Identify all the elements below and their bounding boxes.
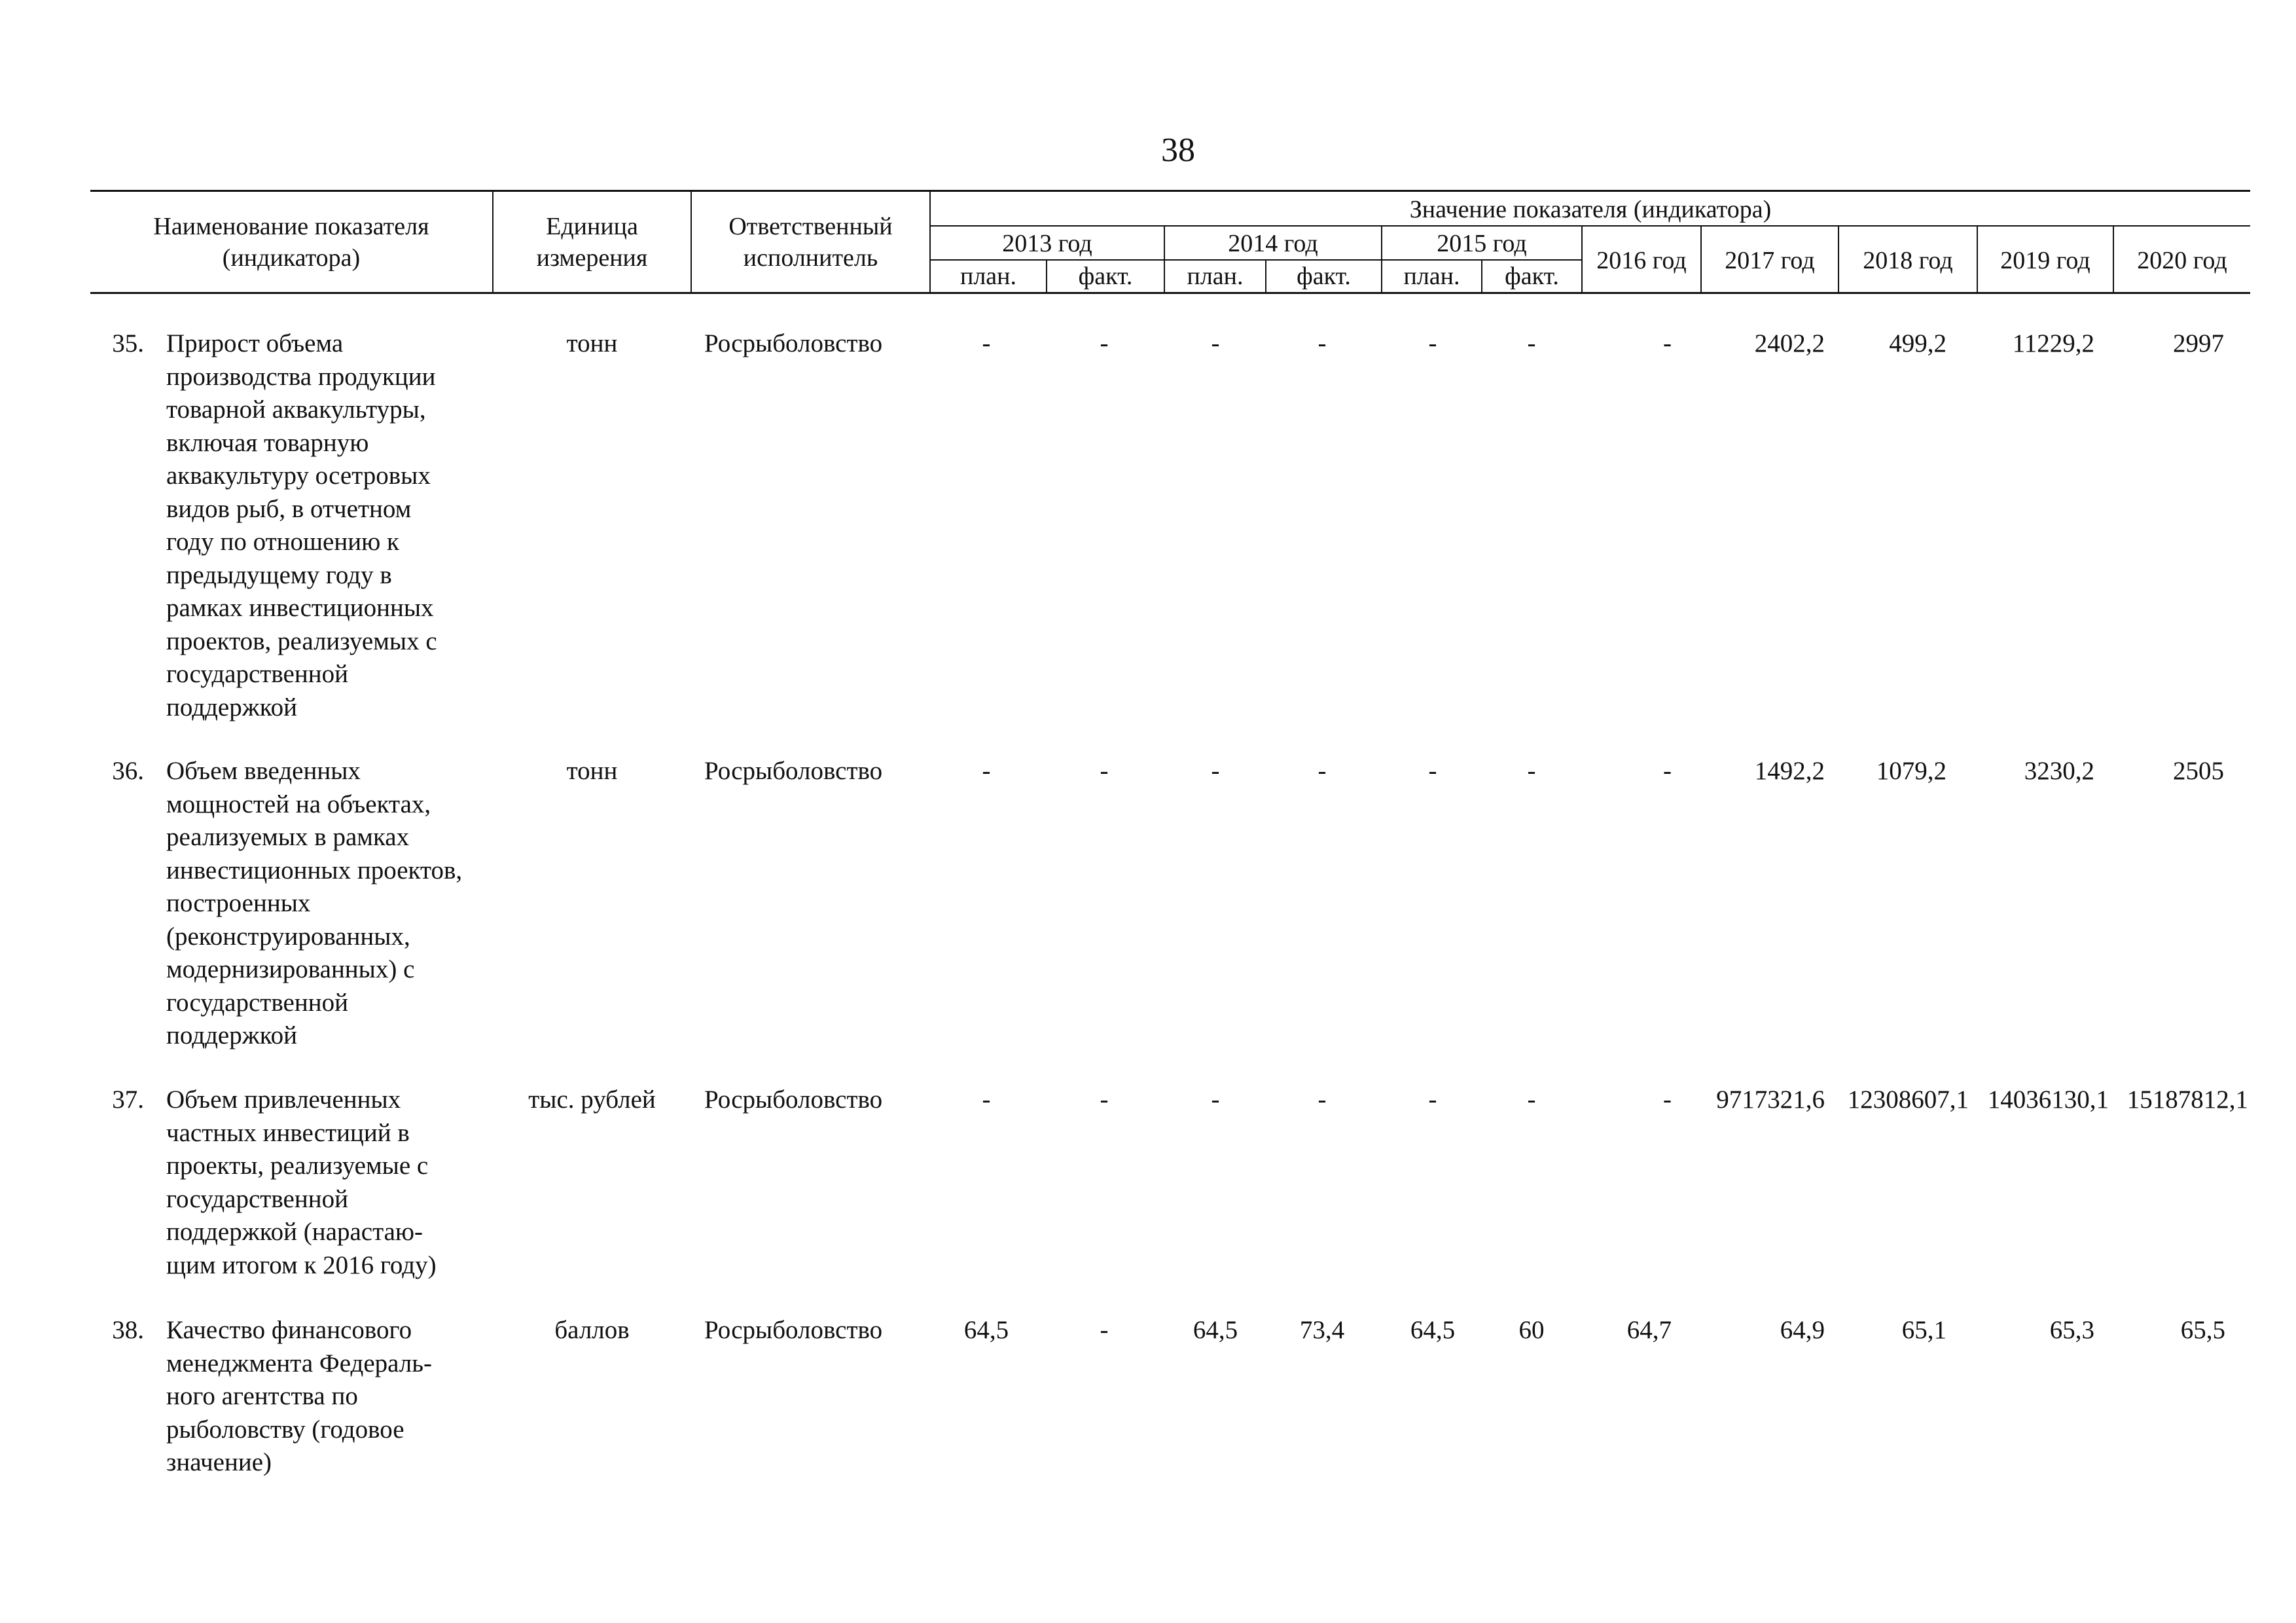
value-2020: 2505 [2173,757,2224,785]
value-2015-plan: - [1428,1085,1437,1114]
value-2014-fact: 73,4 [1299,1316,1345,1344]
row-number: 38. [112,1316,144,1344]
row-unit: баллов [554,1316,630,1344]
value-2013-plan: - [982,757,991,785]
header-name [90,211,492,274]
value-2018: 12308607,1 [1847,1085,1969,1114]
value-2016: - [1663,329,1672,357]
header-2015-fact: факт. [1505,263,1559,290]
row-name-line: включая товарную [166,428,369,457]
value-2020: 2997 [2173,329,2224,357]
row-executor: Росрыболовство [704,329,883,357]
row-name-line: инвестиционных проектов, [166,856,463,884]
header-name-line-2: (индикатора) [222,244,361,272]
value-2014-fact: - [1318,1085,1327,1114]
header-2015-plan: план. [1403,263,1460,290]
row-number: 36. [112,757,144,785]
row-name-line: Прирост объема [166,329,344,357]
header-unit-line-2: измерения [536,244,648,272]
value-2020: 15187812,1 [2126,1085,2248,1114]
value-2014-plan: - [1211,329,1220,357]
header-2014-fact: факт. [1297,263,1351,290]
value-2014-plan: - [1211,1085,1220,1114]
row-name-line: мощностей на объектах, [166,790,431,818]
value-2013-fact: - [1100,757,1109,785]
row-name-line: видов рыб, в отчетном [166,494,412,523]
value-2016: 64,7 [1626,1316,1672,1344]
header-unit [493,211,691,274]
value-group-rule [929,225,2250,227]
header-2013-plan: план. [960,263,1016,290]
value-2013-plan: 64,5 [963,1316,1009,1344]
value-2018: 499,2 [1889,329,1946,357]
header-bottom-rule [90,292,2250,294]
header-year-2019: 2019 год [2000,247,2090,274]
row-executor: Росрыболовство [704,1085,883,1114]
header-executor-line-1: Ответственный [728,213,893,240]
row-name-line: поддержкой (нарастаю- [166,1218,423,1246]
page-number: 38 [1161,132,1195,169]
header-year-2016: 2016 год [1596,247,1687,274]
header-executor [692,211,929,274]
header-unit-line-1: Единица [546,213,638,240]
row-name-line: предыдущему году в [166,560,392,589]
value-2013-plan: - [982,329,991,357]
row-name-line: проектов, реализуемых с [166,627,437,655]
row-name-line: производства продукции [166,362,436,391]
row-name-line: частных инвестиций в [166,1118,410,1147]
row-name-line: аквакультуру осетровых [166,462,431,490]
row-name-line: построенных [166,889,311,917]
value-2014-plan: 64,5 [1193,1316,1238,1344]
value-2014-fact: - [1318,757,1327,785]
row-unit: тонн [566,757,618,785]
header-year-2013: 2013 год [1002,230,1092,257]
value-2019: 14036130,1 [1987,1085,2109,1114]
value-2019: 65,3 [2049,1316,2094,1344]
row-name-line: поддержкой [166,693,298,721]
header-year-2015: 2015 год [1437,230,1527,257]
header-2013-fact: факт. [1078,263,1133,290]
table-top-rule [90,190,2250,192]
row-name-line: рыболовству (годовое [166,1415,404,1444]
header-name-line-1: Наименование показателя [153,213,429,240]
row-name [166,755,493,1053]
value-2015-fact: 60 [1518,1316,1545,1344]
value-2013-fact: - [1100,329,1109,357]
value-2014-plan: - [1211,757,1220,785]
row-unit: тыс. рублей [528,1085,656,1114]
value-2015-fact: - [1527,1085,1536,1114]
row-name-line: товарной аквакультуры, [166,395,426,424]
value-2014-fact: - [1318,329,1327,357]
row-name-line: государственной [166,660,348,688]
row-name-line: Объем привлеченных [166,1085,401,1114]
row-name-line: рамках инвестиционных [166,594,434,622]
row-executor: Росрыболовство [704,757,883,785]
value-2018: 65,1 [1901,1316,1946,1344]
row-name-line: Качество финансового [166,1316,412,1344]
value-2019: 3230,2 [2024,757,2094,785]
row-name-line: значение) [166,1448,272,1476]
value-2017: 2402,2 [1754,329,1825,357]
value-2020: 65,5 [2180,1316,2225,1344]
value-2016: - [1663,757,1672,785]
row-executor: Росрыболовство [704,1316,883,1344]
value-2013-fact: - [1100,1085,1109,1114]
row-name-line: (реконструированных, [166,922,410,951]
value-2013-fact: - [1100,1316,1109,1344]
value-2016: - [1663,1085,1672,1114]
header-executor-line-2: исполнитель [743,244,878,272]
value-2017: 1492,2 [1754,757,1825,785]
value-2013-plan: - [982,1085,991,1114]
row-name [166,327,493,724]
value-2015-plan: - [1428,757,1437,785]
row-name [166,1084,493,1282]
header-year-2017: 2017 год [1725,247,1815,274]
row-name-line: щим итогом к 2016 году) [166,1250,437,1279]
header-year-2018: 2018 год [1863,247,1953,274]
row-name-line: году по отношению к [166,528,399,556]
value-2015-plan: - [1428,329,1437,357]
row-name-line: модернизированных) с [166,955,415,983]
row-number: 35. [112,329,144,357]
row-name-line: реализуемых в рамках [166,823,410,851]
value-2017: 64,9 [1780,1316,1825,1344]
header-year-2014: 2014 год [1228,230,1318,257]
row-unit: тонн [566,329,618,357]
header-year-2020: 2020 год [2137,247,2227,274]
value-2015-plan: 64,5 [1410,1316,1456,1344]
row-name-line: государственной [166,1184,348,1213]
row-number: 37. [112,1085,144,1114]
row-name-line: Объем введенных [166,757,361,785]
row-name [166,1314,493,1480]
value-2015-fact: - [1527,757,1536,785]
row-name-line: государственной [166,988,348,1017]
row-name-line: ного агентства по [166,1382,358,1410]
value-2019: 11229,2 [2012,329,2094,357]
value-2017: 9717321,6 [1716,1085,1825,1114]
row-name-line: поддержкой [166,1021,298,1049]
value-2015-fact: - [1527,329,1536,357]
row-name-line: менеджмента Федераль- [166,1349,433,1377]
value-2018: 1079,2 [1876,757,1946,785]
row-name-line: проекты, реализуемые с [166,1152,429,1180]
header-value: Значение показателя (индикатора) [1409,196,1772,223]
header-2014-plan: план. [1187,263,1244,290]
